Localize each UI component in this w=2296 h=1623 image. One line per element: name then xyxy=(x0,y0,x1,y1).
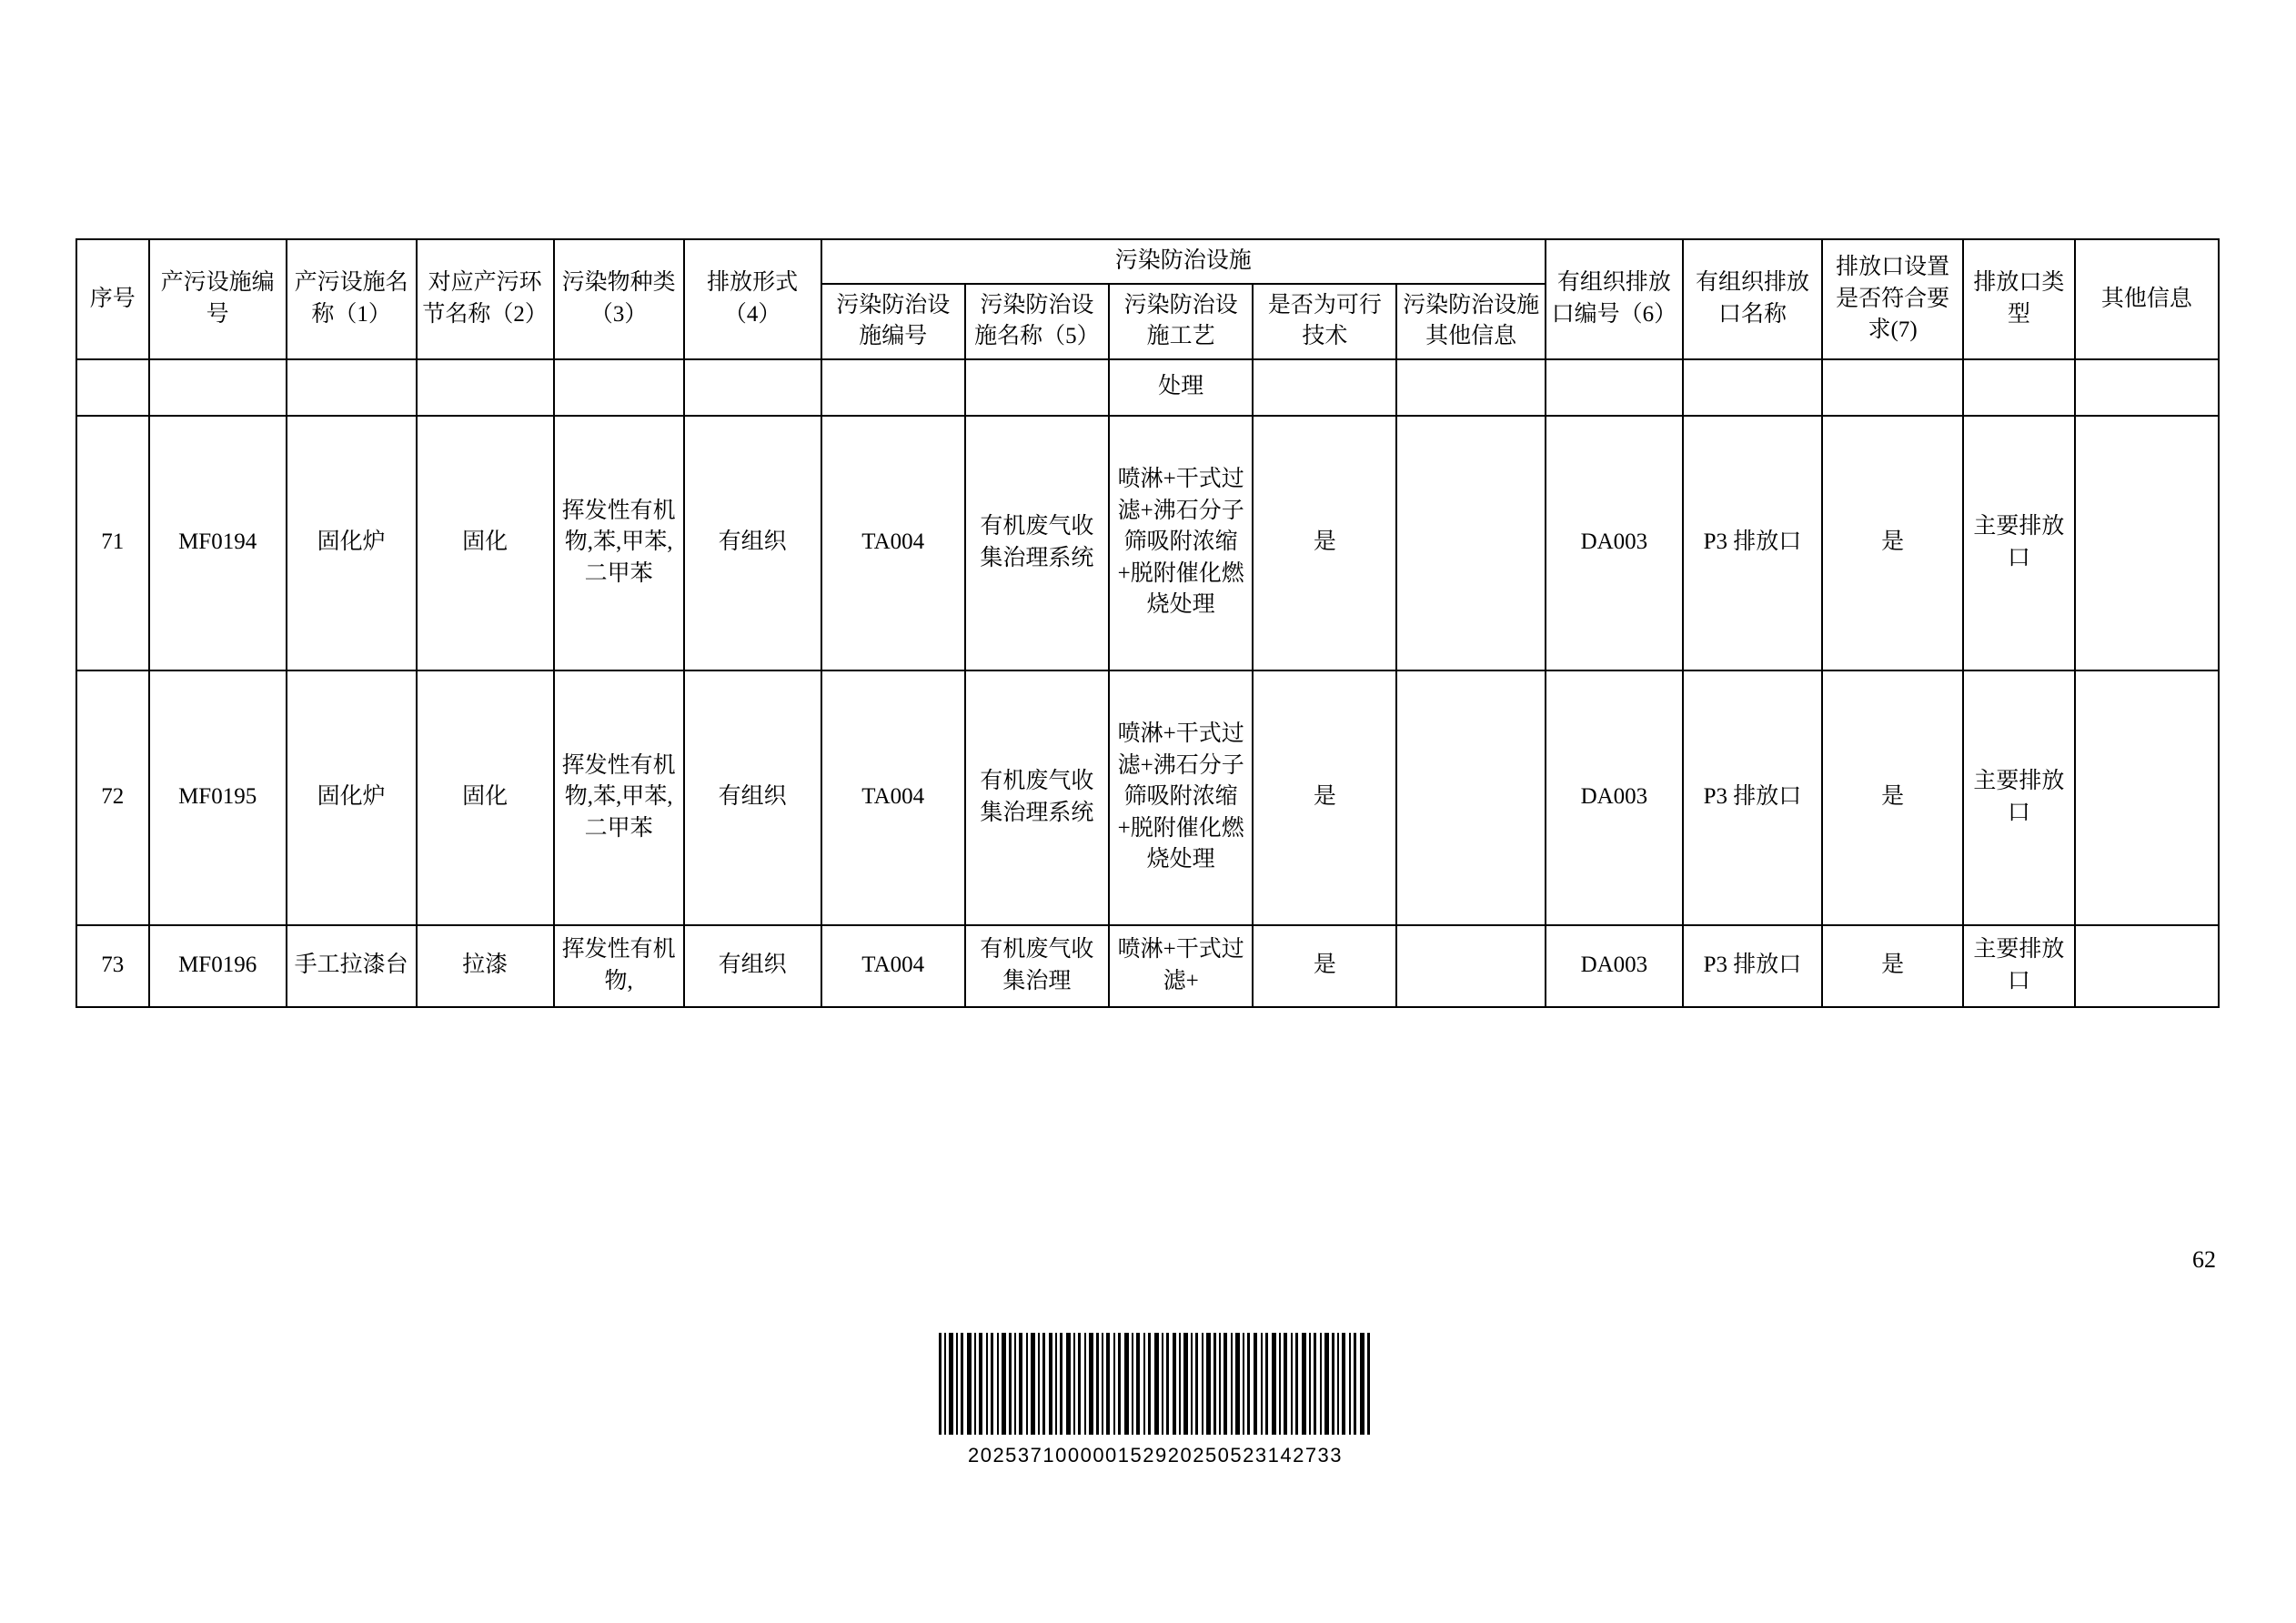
cell-control-other xyxy=(1396,925,1545,1007)
cell-control-process: 喷淋+干式过滤+沸石分子筛吸附浓缩+脱附催化燃烧处理 xyxy=(1109,670,1253,925)
header-outlet-compliant: 排放口设置是否符合要求(7) xyxy=(1822,239,1963,359)
cell-outlet-code: DA003 xyxy=(1546,925,1683,1007)
cell-other-info xyxy=(2075,416,2219,670)
cell-outlet-compliant: 是 xyxy=(1822,416,1963,670)
cell-feasible-tech: 是 xyxy=(1253,416,1396,670)
cell-control-name: 有机废气收集治理系统 xyxy=(965,416,1109,670)
cell-pollutant-type xyxy=(554,359,684,416)
cell-control-code: TA004 xyxy=(821,670,965,925)
cell-seq: 72 xyxy=(76,670,149,925)
cell-control-code: TA004 xyxy=(821,416,965,670)
header-link-name: 对应产污环节名称（2） xyxy=(417,239,554,359)
cell-control-process: 喷淋+干式过滤+沸石分子筛吸附浓缩+脱附催化燃烧处理 xyxy=(1109,416,1253,670)
cell-outlet-type xyxy=(1963,359,2074,416)
table-header xyxy=(76,239,2219,359)
header-facility-code: 产污设施编号 xyxy=(149,239,287,359)
header-outlet-code: 有组织排放口编号（6） xyxy=(1546,239,1683,359)
pollution-control-facility-table xyxy=(76,238,2220,1008)
header-pollutant-type: 污染物种类（3） xyxy=(554,239,684,359)
cell-other-info xyxy=(2075,670,2219,925)
header-control-group: 污染防治设施 xyxy=(821,239,1546,284)
cell-control-other xyxy=(1396,416,1545,670)
cell-control-other xyxy=(1396,359,1545,416)
header-outlet-type: 排放口类型 xyxy=(1963,239,2074,359)
cell-outlet-compliant xyxy=(1822,359,1963,416)
cell-feasible-tech xyxy=(1253,359,1396,416)
header-feasible-tech: 是否为可行技术 xyxy=(1253,284,1396,359)
table-row xyxy=(76,670,2219,925)
cell-feasible-tech: 是 xyxy=(1253,925,1396,1007)
cell-facility-name xyxy=(287,359,417,416)
cell-outlet-name: P3 排放口 xyxy=(1683,925,1822,1007)
cell-facility-code xyxy=(149,359,287,416)
cell-discharge-form: 有组织 xyxy=(684,416,821,670)
header-discharge-form: 排放形式（4） xyxy=(684,239,821,359)
cell-discharge-form: 有组织 xyxy=(684,925,821,1007)
cell-other-info xyxy=(2075,359,2219,416)
cell-outlet-code: DA003 xyxy=(1546,416,1683,670)
barcode-block xyxy=(937,1333,1374,1467)
cell-link-name: 固化 xyxy=(417,670,554,925)
cell-pollutant-type: 挥发性有机物,苯,甲苯,二甲苯 xyxy=(554,670,684,925)
barcode-image xyxy=(937,1333,1374,1435)
cell-outlet-compliant: 是 xyxy=(1822,670,1963,925)
cell-facility-code: MF0195 xyxy=(149,670,287,925)
cell-link-name: 固化 xyxy=(417,416,554,670)
cell-seq: 71 xyxy=(76,416,149,670)
cell-control-name xyxy=(965,359,1109,416)
cell-outlet-type: 主要排放口 xyxy=(1963,925,2074,1007)
cell-outlet-compliant: 是 xyxy=(1822,925,1963,1007)
header-control-name: 污染防治设施名称（5） xyxy=(965,284,1109,359)
cell-control-process: 喷淋+干式过滤+ xyxy=(1109,925,1253,1007)
cell-feasible-tech: 是 xyxy=(1253,670,1396,925)
cell-control-name: 有机废气收集治理 xyxy=(965,925,1109,1007)
cell-control-code: TA004 xyxy=(821,925,965,1007)
cell-facility-name: 固化炉 xyxy=(287,416,417,670)
header-facility-name: 产污设施名称（1） xyxy=(287,239,417,359)
cell-pollutant-type: 挥发性有机物,苯,甲苯,二甲苯 xyxy=(554,416,684,670)
table-row xyxy=(76,925,2219,1007)
header-outlet-name: 有组织排放口名称 xyxy=(1683,239,1822,359)
cell-pollutant-type: 挥发性有机物, xyxy=(554,925,684,1007)
cell-facility-code: MF0196 xyxy=(149,925,287,1007)
header-control-code: 污染防治设施编号 xyxy=(821,284,965,359)
table-body xyxy=(76,359,2219,1007)
header-control-process: 污染防治设施工艺 xyxy=(1109,284,1253,359)
barcode-number: 202537100000152920250523142733 xyxy=(967,1444,1344,1467)
page-number: 62 xyxy=(2192,1246,2216,1273)
cell-link-name: 拉漆 xyxy=(417,925,554,1007)
cell-other-info xyxy=(2075,925,2219,1007)
cell-control-name: 有机废气收集治理系统 xyxy=(965,670,1109,925)
header-row-group xyxy=(76,239,2219,284)
cell-discharge-form: 有组织 xyxy=(684,670,821,925)
cell-outlet-code xyxy=(1546,359,1683,416)
cell-control-code xyxy=(821,359,965,416)
cell-facility-name: 手工拉漆台 xyxy=(287,925,417,1007)
cell-seq xyxy=(76,359,149,416)
cell-control-other xyxy=(1396,670,1545,925)
cell-outlet-type: 主要排放口 xyxy=(1963,416,2074,670)
table-row xyxy=(76,359,2219,416)
header-other-info: 其他信息 xyxy=(2075,239,2219,359)
cell-control-process: 处理 xyxy=(1109,359,1253,416)
cell-discharge-form xyxy=(684,359,821,416)
cell-outlet-type: 主要排放口 xyxy=(1963,670,2074,925)
cell-facility-code: MF0194 xyxy=(149,416,287,670)
cell-seq: 73 xyxy=(76,925,149,1007)
cell-outlet-name xyxy=(1683,359,1822,416)
cell-outlet-code: DA003 xyxy=(1546,670,1683,925)
cell-facility-name: 固化炉 xyxy=(287,670,417,925)
table-row xyxy=(76,416,2219,670)
cell-outlet-name: P3 排放口 xyxy=(1683,416,1822,670)
cell-link-name xyxy=(417,359,554,416)
header-control-other: 污染防治设施其他信息 xyxy=(1396,284,1545,359)
header-seq: 序号 xyxy=(76,239,149,359)
cell-outlet-name: P3 排放口 xyxy=(1683,670,1822,925)
